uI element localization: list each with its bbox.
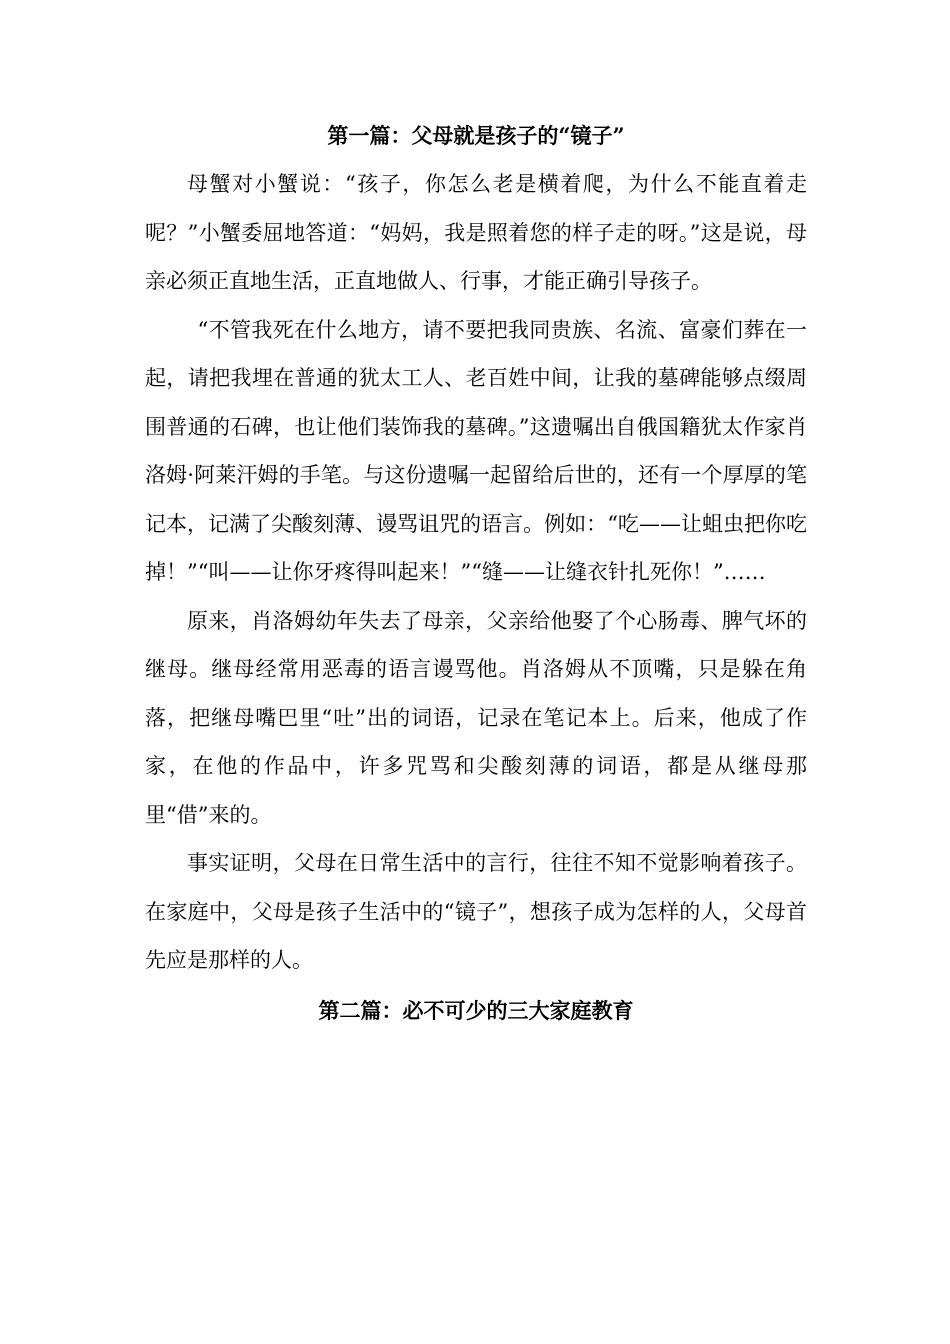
article-2-title: 第二篇：必不可少的三大家庭教育 xyxy=(318,997,634,1023)
article-1-title: 第一篇：父母就是孩子的“镜子” xyxy=(327,123,625,148)
document-page xyxy=(145,112,807,1035)
paragraph-conclusion: 事实证明，父母在日常生活中的言行，往往不知不觉影响着孩子。在家庭中，父母是孩子生活中的“镜子”，想孩子成为怎样的人，父母首先应是那样的人。 xyxy=(145,851,807,972)
paragraph-crab-story: 母蟹对小蟹说：“孩子，你怎么老是横着爬，为什么不能直着走呢？”小蟹委屈地答道：“妈妈，我是照着您的样子走的呀。”这是说，母亲必须正直地生活，正直地做人、行事，才能正确引导孩子。 xyxy=(145,172,807,293)
paragraph-will-quote: “不管我死在什么地方，请不要把我同贵族、名流、富豪们葬在一起，请把我埋在普通的犹太工人、老百姓中间，让我的墓碑能够点缀周围普通的石碑，也让他们装饰我的墓碑。”这遗嘱出自俄国籍犹太作家肖洛姆·阿莱汗姆的手笔。与这份遗嘱一起留给后世的，还有一个厚厚的笔记本，记满了尖酸刻薄、谩骂诅咒的语言。例如：“吃——让蛆虫把你吃掉！”“叫——让你牙疼得叫起来！”“缝——让缝衣针扎死你！”…… xyxy=(145,317,807,584)
paragraph-stepmother: 原来，肖洛姆幼年失去了母亲，父亲给他娶了个心肠毒、脾气坏的继母。继母经常用恶毒的语言谩骂他。肖洛姆从不顶嘴，只是躲在角落，把继母嘴巴里“吐”出的词语，记录在笔记本上。后来，他成了作家，在他的作品中，许多咒骂和尖酸刻薄的词语，都是从继母那里“借”来的。 xyxy=(145,608,807,827)
